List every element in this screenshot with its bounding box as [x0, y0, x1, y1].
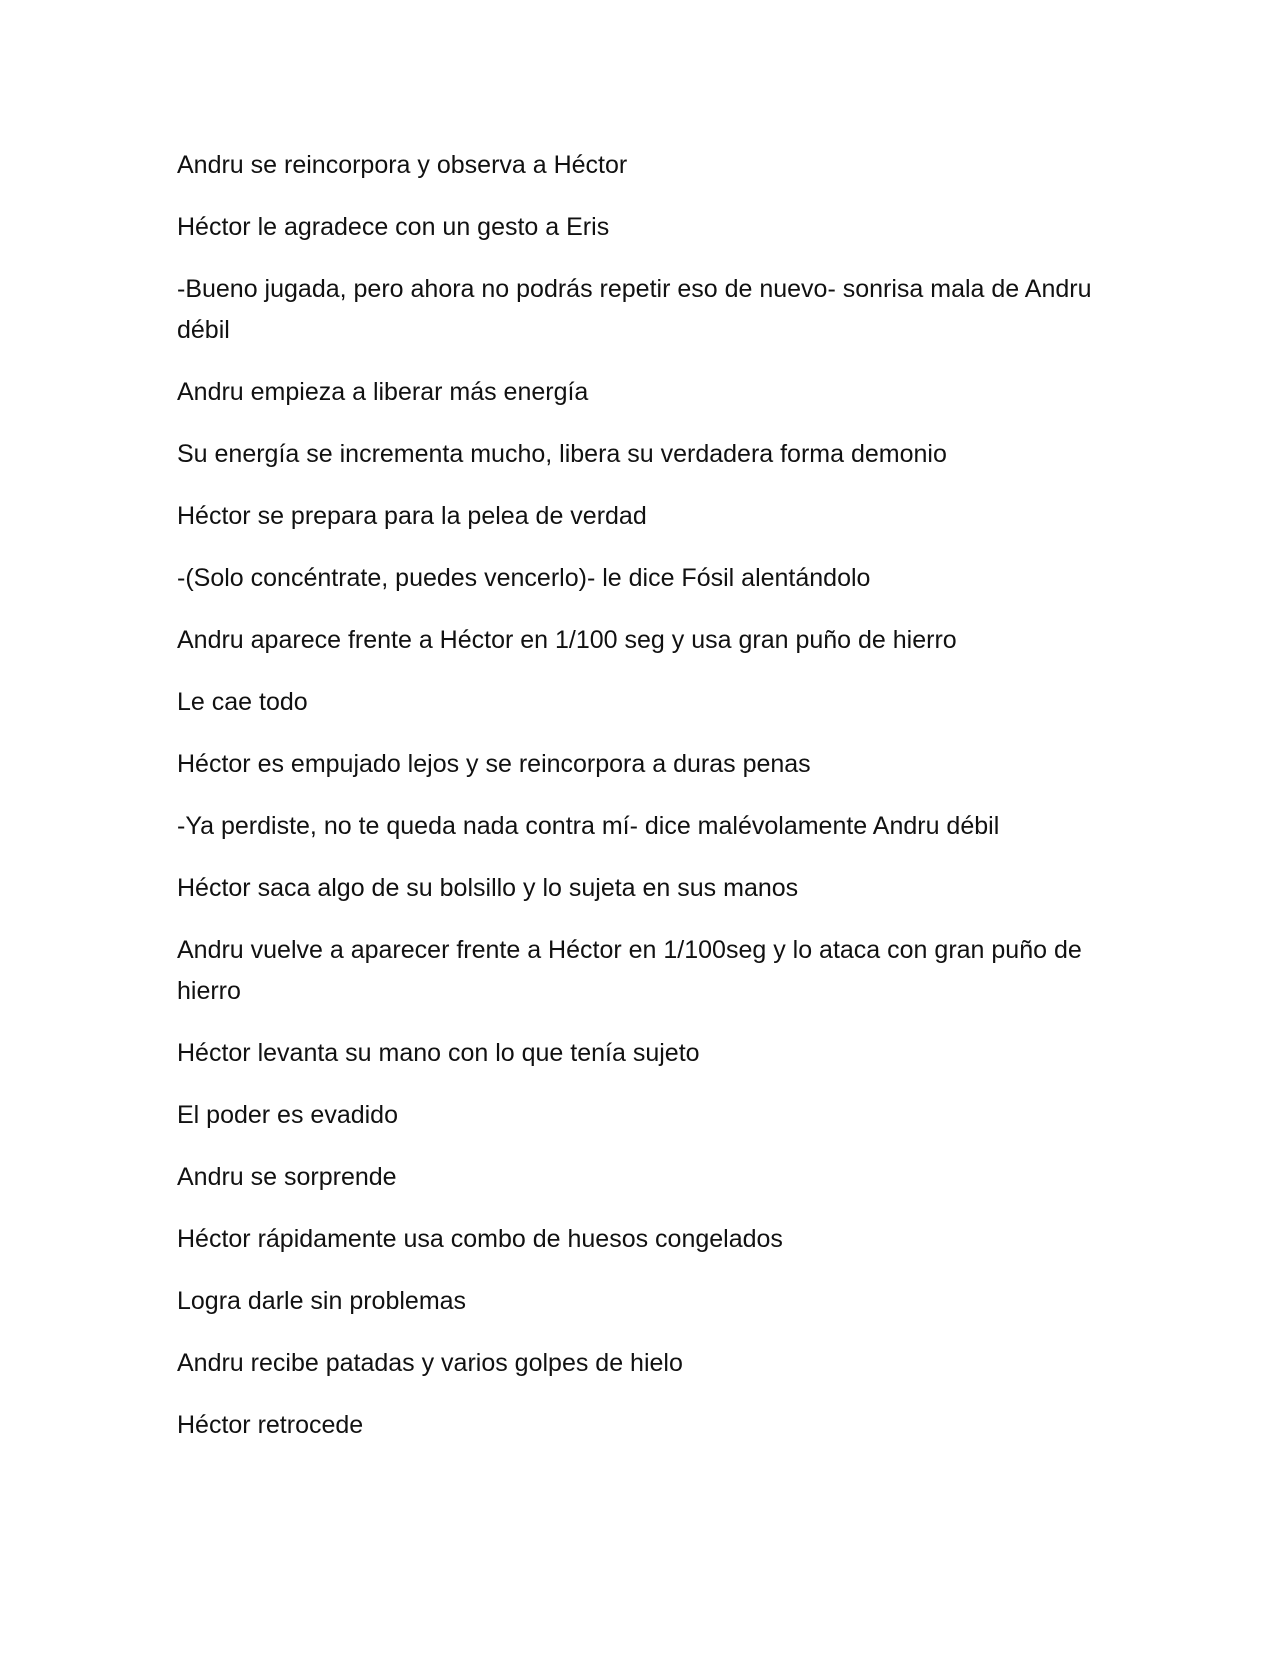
paragraph-2: Héctor le agradece con un gesto a Eris — [177, 213, 610, 241]
paragraph-10: Héctor es empujado lejos y se reincorpora a duras penas — [177, 750, 811, 778]
paragraph-6: Héctor se prepara para la pelea de verdad — [177, 502, 647, 530]
paragraph-1: Andru se reincorpora y observa a Héctor — [177, 151, 628, 179]
paragraph-15: El poder es evadido — [177, 1101, 398, 1129]
paragraph-19: Andru recibe patadas y varios golpes de hielo — [177, 1349, 683, 1377]
paragraph-13: Andru vuelve a aparecer frente a Héctor en 1/100seg y lo ataca con gran puño de hierro — [177, 936, 1082, 1005]
paragraph-16: Andru se sorprende — [177, 1163, 397, 1191]
paragraph-20: Héctor retrocede — [177, 1411, 364, 1439]
paragraph-12: Héctor saca algo de su bolsillo y lo sujeta en sus manos — [177, 874, 799, 902]
paragraph-7: -(Solo concéntrate, puedes vencerlo)- le dice Fósil alentándolo — [177, 564, 871, 592]
paragraph-9: Le cae todo — [177, 688, 308, 716]
paragraph-3: -Bueno jugada, pero ahora no podrás repetir eso de nuevo- sonrisa mala de Andru débil — [177, 275, 1092, 344]
paragraph-5: Su energía se incrementa mucho, libera su verdadera forma demonio — [177, 440, 947, 468]
paragraph-11: -Ya perdiste, no te queda nada contra mí- dice malévolamente Andru débil — [177, 812, 1000, 840]
paragraph-18: Logra darle sin problemas — [177, 1287, 467, 1315]
paragraph-4: Andru empieza a liberar más energía — [177, 378, 589, 406]
paragraph-8: Andru aparece frente a Héctor en 1/100 seg y usa gran puño de hierro — [177, 626, 957, 654]
document-body — [177, 145, 1107, 1467]
paragraph-14: Héctor levanta su mano con lo que tenía sujeto — [177, 1039, 700, 1067]
paragraph-17: Héctor rápidamente usa combo de huesos congelados — [177, 1225, 783, 1253]
